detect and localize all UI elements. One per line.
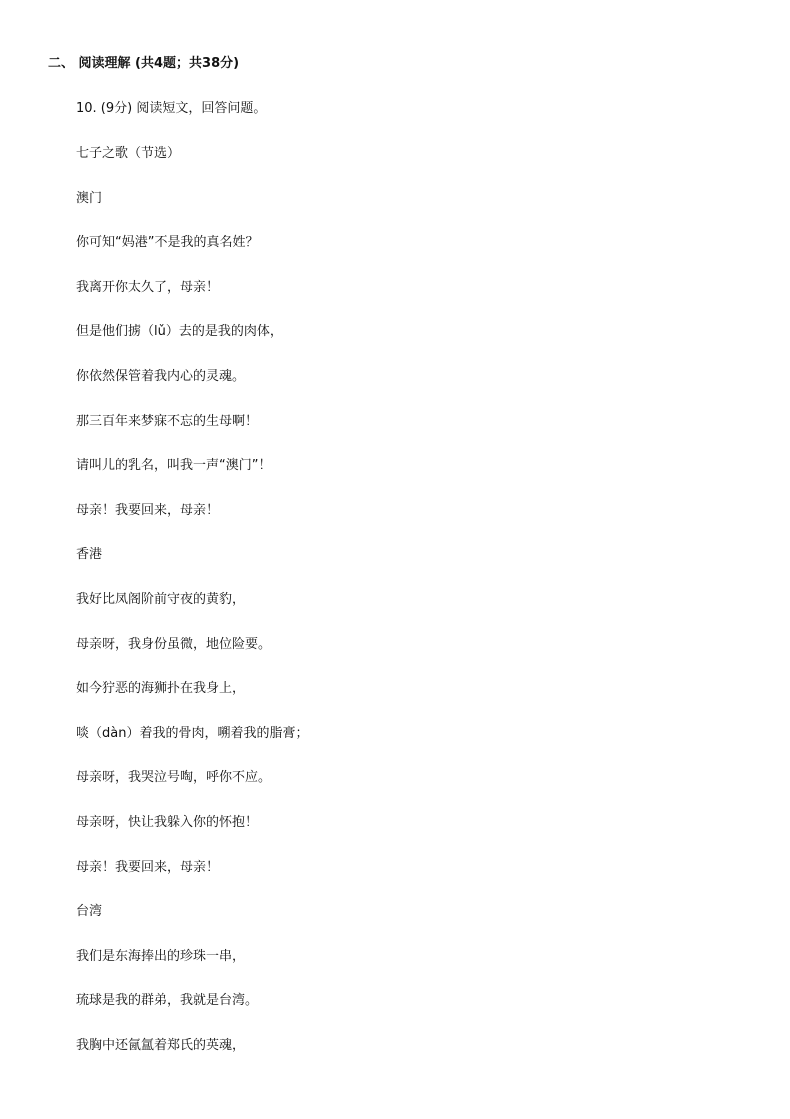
stanza-heading-hongkong: 香港 [76, 547, 103, 563]
poem-line: 母亲！我要回来，母亲！ [76, 859, 220, 875]
poem-line: 母亲！我要回来，母亲！ [76, 502, 220, 518]
poem-line: 那三百年来梦寐不忘的生母啊！ [76, 413, 259, 429]
poem-line: 母亲呀，快让我躲入你的怀抱！ [76, 814, 259, 830]
poem-title: 七子之歌（节选） [76, 146, 181, 161]
poem-line: 琉球是我的群弟，我就是台湾。 [76, 993, 259, 1009]
stanza-heading-taiwan: 台湾 [76, 904, 103, 920]
poem-line: 如今狞恶的海狮扑在我身上， [76, 681, 246, 697]
stanza-heading-macau: 澳门 [76, 190, 103, 206]
poem-line: 你依然保管着我内心的灵魂。 [76, 368, 246, 384]
poem-line: 母亲呀，我哭泣号啕，呼你不应。 [76, 770, 272, 786]
poem-line: 我们是东海捧出的珍珠一串， [76, 948, 246, 964]
poem-line: 母亲呀，我身份虽微，地位险要。 [76, 636, 272, 652]
poem-line: 请叫儿的乳名，叫我一声“澳门”！ [76, 458, 272, 474]
poem-line: 啖（dàn）着我的骨肉，嗍着我的脂膏； [76, 725, 309, 741]
poem-line: 我好比凤阁阶前守夜的黄豹， [76, 591, 246, 607]
question-prompt: 10. (9分) 阅读短文，回答问题。 [76, 101, 267, 116]
section-heading: 二、 阅读理解 (共4题；共38分) [48, 56, 240, 71]
poem-text [76, 145, 308, 1081]
poem-line: 我胸中还氤氲着郑氏的英魂， [76, 1037, 246, 1053]
poem-line: 我离开你太久了，母亲！ [76, 279, 220, 295]
poem-line: 你可知“妈港”不是我的真名姓？ [76, 235, 259, 251]
poem-line: 但是他们掳（lǔ）去的是我的肉体， [76, 324, 283, 340]
